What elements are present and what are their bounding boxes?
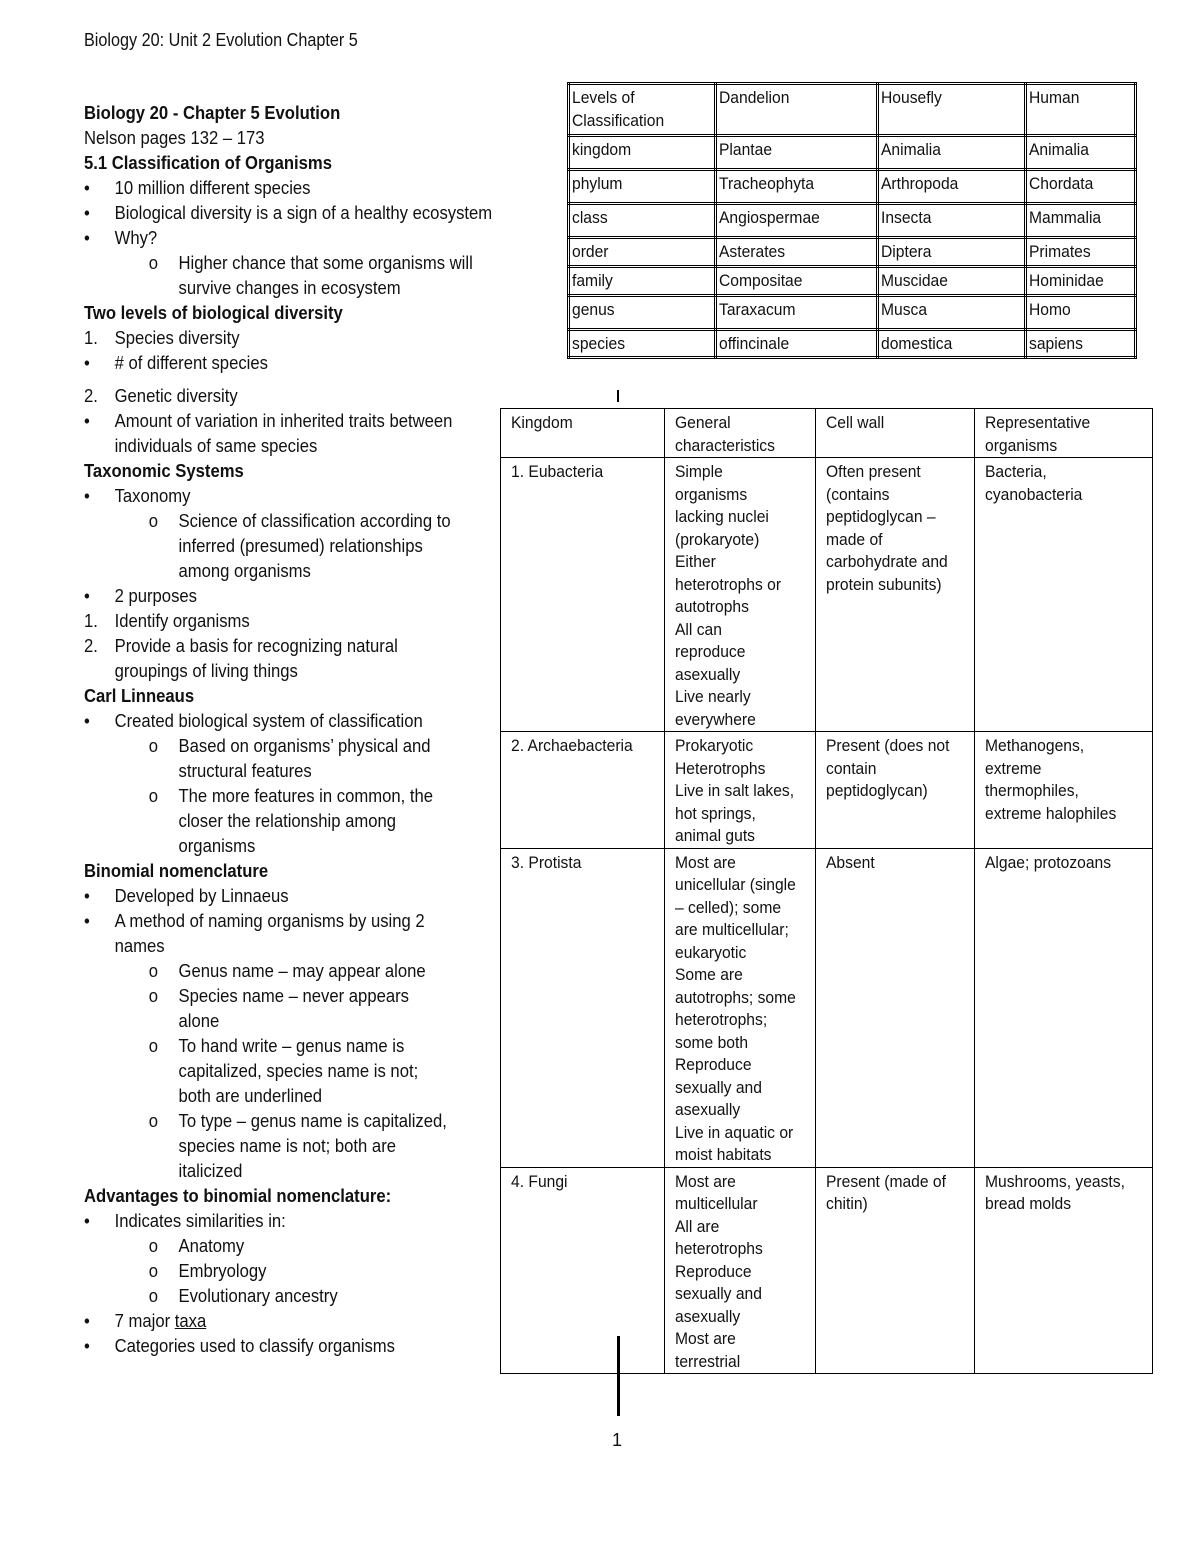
kingdom-cell-text: Cell wall bbox=[825, 413, 884, 432]
levels-cell-text: Tracheophyta bbox=[719, 174, 815, 193]
kingdom-cell bbox=[501, 409, 665, 458]
levels-cell-text: Chordata bbox=[1028, 174, 1094, 193]
sub-bullet-marker: o bbox=[148, 985, 159, 1006]
bullet-text: Developed by Linnaeus bbox=[114, 885, 289, 906]
kingdom-cell-text: Kingdom bbox=[511, 413, 573, 432]
levels-cell bbox=[877, 84, 1025, 136]
levels-cell bbox=[716, 296, 877, 330]
lecture-notes bbox=[84, 100, 544, 1358]
sub-bullet-marker: o bbox=[148, 1235, 159, 1256]
levels-cell bbox=[877, 267, 1025, 296]
sub-bullet-text: Genus name – may appear alone bbox=[178, 960, 426, 981]
kingdom-cell bbox=[815, 848, 975, 1167]
sub-bullet-marker: o bbox=[148, 1260, 159, 1281]
levels-row bbox=[569, 267, 1136, 296]
sub-bullet-text: survive changes in ecosystem bbox=[178, 277, 401, 298]
sub-bullet-marker: o bbox=[148, 735, 159, 756]
sub-bullet-marker: o bbox=[148, 1110, 159, 1131]
sub-bullet-marker: o bbox=[148, 510, 159, 531]
kingdom-cell bbox=[975, 1167, 1153, 1374]
notes-title: Biology 20 - Chapter 5 Evolution bbox=[84, 102, 341, 123]
kingdom-cell-text: Absent bbox=[825, 852, 875, 872]
bullet-marker: • bbox=[84, 485, 90, 506]
levels-cell bbox=[716, 170, 877, 204]
kingdom-cell-text: 1. Eubacteria bbox=[511, 462, 604, 481]
kingdom-cell bbox=[664, 458, 815, 732]
sub-bullet-text: The more features in common, the bbox=[178, 785, 434, 806]
levels-cell bbox=[716, 136, 877, 170]
levels-cell-text: order bbox=[572, 242, 609, 261]
bullet-marker: • bbox=[84, 885, 90, 906]
kingdom-cell bbox=[975, 458, 1153, 732]
vertical-bar-mark bbox=[617, 1336, 620, 1416]
levels-cell-text: offincinale bbox=[719, 334, 790, 353]
kingdom-cell-text: Prokaryotic Heterotrophs Live in salt lakes, hot springs, animal guts bbox=[674, 736, 794, 845]
levels-cell bbox=[1025, 204, 1135, 238]
sub-bullet-text: Anatomy bbox=[178, 1235, 245, 1256]
levels-cell bbox=[569, 330, 716, 358]
bullet-marker: • bbox=[84, 202, 90, 223]
sub-bullet-text: inferred (presumed) relationships bbox=[178, 535, 423, 556]
kingdom-cell bbox=[975, 409, 1153, 458]
kingdom-cell-text: Present (does not contain peptidoglycan) bbox=[825, 736, 950, 800]
levels-cell-text: Angiospermae bbox=[719, 208, 821, 227]
sub-bullet-text: capitalized, species name is not; bbox=[178, 1060, 419, 1081]
bullet-marker: • bbox=[84, 585, 90, 606]
kingdom-cell bbox=[501, 848, 665, 1167]
levels-cell-text: Arthropoda bbox=[880, 174, 958, 193]
page-number: 1 bbox=[612, 1430, 623, 1450]
kingdom-cell bbox=[815, 458, 975, 732]
bullet-text: Categories used to classify organisms bbox=[114, 1335, 396, 1356]
levels-cell-text: Homo bbox=[1028, 300, 1071, 319]
numbered-text: Genetic diversity bbox=[114, 385, 238, 406]
levels-cell-text: Levels of Classification bbox=[572, 88, 665, 130]
sub-bullet-text: alone bbox=[178, 1010, 220, 1031]
sub-bullet-text: italicized bbox=[178, 1160, 243, 1181]
kingdom-cell-text: Bacteria, cyanobacteria bbox=[985, 462, 1083, 504]
numbered-text: groupings of living things bbox=[114, 660, 298, 681]
kingdom-cell-text: Simple organisms lacking nuclei (prokaryote) Either heterotrophs or autotrophs All can reproduce asexually Live nearly everywhere bbox=[674, 462, 781, 729]
levels-cell-text: Diptera bbox=[880, 242, 931, 261]
kingdom-cell bbox=[815, 1167, 975, 1374]
sub-bullet-text: Higher chance that some organisms will bbox=[178, 252, 473, 273]
kingdom-cell-text: 4. Fungi bbox=[511, 1171, 568, 1191]
kingdom-cell-text: Methanogens, extreme thermophiles, extreme halophiles bbox=[985, 736, 1117, 823]
levels-row bbox=[569, 238, 1136, 267]
bullet-text: individuals of same species bbox=[114, 435, 318, 456]
bullet-text: 10 million different species bbox=[114, 177, 311, 198]
sub-bullet-text: Science of classification according to bbox=[178, 510, 451, 531]
levels-of-classification-table bbox=[567, 82, 1137, 359]
levels-cell bbox=[1025, 296, 1135, 330]
sub-bullet-text: species name is not; both are bbox=[178, 1135, 397, 1156]
levels-cell-text: sapiens bbox=[1028, 334, 1083, 353]
kingdom-row bbox=[501, 848, 1153, 1167]
bullet-marker: • bbox=[84, 910, 90, 931]
kingdom-cell-text: 2. Archaebacteria bbox=[511, 736, 633, 755]
bullet-text: Why? bbox=[114, 227, 158, 248]
levels-cell-text: Dandelion bbox=[719, 88, 790, 107]
bullet-marker: • bbox=[84, 1310, 90, 1331]
levels-cell-text: Housefly bbox=[880, 88, 942, 107]
sub-bullet-text: Embryology bbox=[178, 1260, 267, 1281]
number-marker: 2. bbox=[84, 385, 98, 406]
bullet-text: Biological diversity is a sign of a healthy ecosystem bbox=[114, 202, 493, 223]
levels-cell bbox=[569, 238, 716, 267]
section-heading: Two levels of biological diversity bbox=[84, 302, 343, 323]
bullet-marker: • bbox=[84, 227, 90, 248]
sub-bullet-text: To hand write – genus name is bbox=[178, 1035, 405, 1056]
levels-cell bbox=[716, 267, 877, 296]
kingdom-row bbox=[501, 732, 1153, 849]
levels-cell-text: Primates bbox=[1028, 242, 1091, 261]
sub-bullet-text: Evolutionary ancestry bbox=[178, 1285, 338, 1306]
levels-row bbox=[569, 330, 1136, 358]
levels-cell bbox=[569, 296, 716, 330]
bullet-text: Taxonomy bbox=[114, 485, 191, 506]
sub-bullet-text: To type – genus name is capitalized, bbox=[178, 1110, 447, 1131]
section-heading: Binomial nomenclature bbox=[84, 860, 269, 881]
bullet-text: 7 major bbox=[114, 1310, 175, 1331]
bullet-text: # of different species bbox=[114, 352, 268, 373]
kingdom-cell bbox=[664, 848, 815, 1167]
numbered-text: Identify organisms bbox=[114, 610, 250, 631]
levels-cell-text: Plantae bbox=[719, 140, 773, 159]
levels-cell bbox=[1025, 330, 1135, 358]
bullet-text: Amount of variation in inherited traits between bbox=[114, 410, 453, 431]
sub-bullet-marker: o bbox=[148, 960, 159, 981]
kingdom-cell-text: Present (made of chitin) bbox=[825, 1171, 946, 1213]
sub-bullet-text: organisms bbox=[178, 835, 256, 856]
kingdom-cell-text: Often present (contains peptidoglycan – made of carbohydrate and protein subunits) bbox=[825, 462, 948, 594]
levels-cell bbox=[716, 238, 877, 267]
levels-cell-text: Animalia bbox=[1028, 140, 1089, 159]
kingdom-cell bbox=[501, 732, 665, 849]
sub-bullet-text: Based on organisms’ physical and bbox=[178, 735, 431, 756]
kingdom-cell bbox=[664, 409, 815, 458]
levels-cell bbox=[716, 204, 877, 238]
levels-cell-text: Muscidae bbox=[880, 271, 948, 290]
bullet-marker: • bbox=[84, 410, 90, 431]
levels-cell bbox=[877, 136, 1025, 170]
levels-row bbox=[569, 204, 1136, 238]
sub-bullet-text: closer the relationship among bbox=[178, 810, 397, 831]
bullet-text: A method of naming organisms by using 2 bbox=[114, 910, 425, 931]
number-marker: 1. bbox=[84, 327, 98, 348]
kingdom-cell bbox=[975, 848, 1153, 1167]
kingdom-header-row bbox=[501, 409, 1153, 458]
levels-cell-text: class bbox=[572, 208, 608, 227]
running-header: Biology 20: Unit 2 Evolution Chapter 5 bbox=[84, 30, 358, 50]
levels-cell bbox=[877, 238, 1025, 267]
sub-bullet-text: Species name – never appears bbox=[178, 985, 409, 1006]
levels-cell-text: family bbox=[572, 271, 613, 290]
sub-bullet-text: both are underlined bbox=[178, 1085, 322, 1106]
levels-cell-text: Taraxacum bbox=[719, 300, 796, 319]
kingdom-cell bbox=[815, 409, 975, 458]
levels-cell bbox=[1025, 170, 1135, 204]
levels-cell-text: Animalia bbox=[880, 140, 941, 159]
kingdom-cell bbox=[815, 732, 975, 849]
bullet-marker: • bbox=[84, 1210, 90, 1231]
number-marker: 2. bbox=[84, 635, 98, 656]
bullet-marker: • bbox=[84, 352, 90, 373]
levels-cell bbox=[569, 136, 716, 170]
sub-bullet-marker: o bbox=[148, 252, 159, 273]
levels-cell bbox=[716, 330, 877, 358]
notes-pages: Nelson pages 132 – 173 bbox=[84, 127, 265, 148]
kingdom-row bbox=[501, 458, 1153, 732]
levels-row bbox=[569, 136, 1136, 170]
kingdom-cell-text: Mushrooms, yeasts, bread molds bbox=[985, 1171, 1126, 1213]
bullet-marker: • bbox=[84, 1335, 90, 1356]
sub-bullet-marker: o bbox=[148, 1285, 159, 1306]
kingdom-cell-text: Algae; protozoans bbox=[985, 852, 1112, 872]
section-heading: 5.1 Classification of Organisms bbox=[84, 152, 332, 173]
sub-bullet-text: structural features bbox=[178, 760, 312, 781]
kingdom-cell bbox=[501, 458, 665, 732]
levels-cell-text: genus bbox=[572, 300, 615, 319]
sub-bullet-marker: o bbox=[148, 785, 159, 806]
kingdom-table bbox=[500, 408, 1153, 1374]
levels-cell-text: Insecta bbox=[880, 208, 931, 227]
section-heading: Taxonomic Systems bbox=[84, 460, 244, 481]
levels-cell bbox=[877, 296, 1025, 330]
bullet-text: Indicates similarities in: bbox=[114, 1210, 286, 1231]
bullet-marker: • bbox=[84, 710, 90, 731]
section-heading: Advantages to binomial nomenclature: bbox=[84, 1185, 392, 1206]
kingdom-cell-text: 3. Protista bbox=[511, 852, 582, 872]
levels-cell-text: Compositae bbox=[719, 271, 803, 290]
kingdom-cell-text: Most are unicellular (single – celled); some are multicellular; eukaryotic Some are autotrophs; some heterotrophs; some both Reproduce sexually and asexually Live in aquatic or moist habitats bbox=[674, 852, 796, 1164]
bullet-text: 2 purposes bbox=[114, 585, 197, 606]
numbered-text: Provide a basis for recognizing natural bbox=[114, 635, 398, 656]
bullet-marker: • bbox=[84, 177, 90, 198]
levels-cell bbox=[877, 204, 1025, 238]
sub-bullet-marker: o bbox=[148, 1035, 159, 1056]
levels-cell bbox=[569, 267, 716, 296]
bullet-text: Created biological system of classification bbox=[114, 710, 423, 731]
levels-cell-text: phylum bbox=[572, 174, 623, 193]
levels-cell bbox=[716, 84, 877, 136]
levels-cell bbox=[877, 170, 1025, 204]
levels-cell bbox=[1025, 84, 1135, 136]
levels-row bbox=[569, 296, 1136, 330]
levels-cell-text: Musca bbox=[880, 300, 927, 319]
levels-row bbox=[569, 170, 1136, 204]
levels-cell bbox=[569, 204, 716, 238]
text-cursor-mark bbox=[617, 390, 619, 402]
kingdom-cell-text: Representative organisms bbox=[985, 413, 1091, 455]
kingdom-cell bbox=[501, 1167, 665, 1374]
levels-cell-text: Human bbox=[1028, 88, 1080, 107]
kingdom-cell-text: Most are multicellular All are heterotrophs Reproduce sexually and asexually Most are terrestrial bbox=[674, 1171, 763, 1371]
kingdom-cell bbox=[975, 732, 1153, 849]
levels-cell-text: Mammalia bbox=[1028, 208, 1101, 227]
levels-cell-text: Asterates bbox=[719, 242, 786, 261]
levels-cell bbox=[1025, 267, 1135, 296]
kingdom-cell-text: General characteristics bbox=[674, 413, 775, 455]
levels-cell-text: kingdom bbox=[572, 140, 632, 159]
kingdom-cell bbox=[664, 732, 815, 849]
kingdom-row bbox=[501, 1167, 1153, 1374]
kingdom-cell bbox=[664, 1167, 815, 1374]
taxa-underlined: taxa bbox=[174, 1310, 207, 1331]
levels-cell bbox=[569, 84, 716, 136]
levels-cell bbox=[1025, 238, 1135, 267]
section-heading: Carl Linneaus bbox=[84, 685, 195, 706]
levels-cell bbox=[1025, 136, 1135, 170]
levels-header-row bbox=[569, 84, 1136, 136]
levels-cell-text: species bbox=[572, 334, 626, 353]
levels-cell-text: Hominidae bbox=[1028, 271, 1104, 290]
levels-cell bbox=[877, 330, 1025, 358]
levels-cell-text: domestica bbox=[880, 334, 952, 353]
sub-bullet-text: among organisms bbox=[178, 560, 311, 581]
bullet-text: names bbox=[114, 935, 165, 956]
number-marker: 1. bbox=[84, 610, 98, 631]
levels-cell bbox=[569, 170, 716, 204]
numbered-text: Species diversity bbox=[114, 327, 240, 348]
